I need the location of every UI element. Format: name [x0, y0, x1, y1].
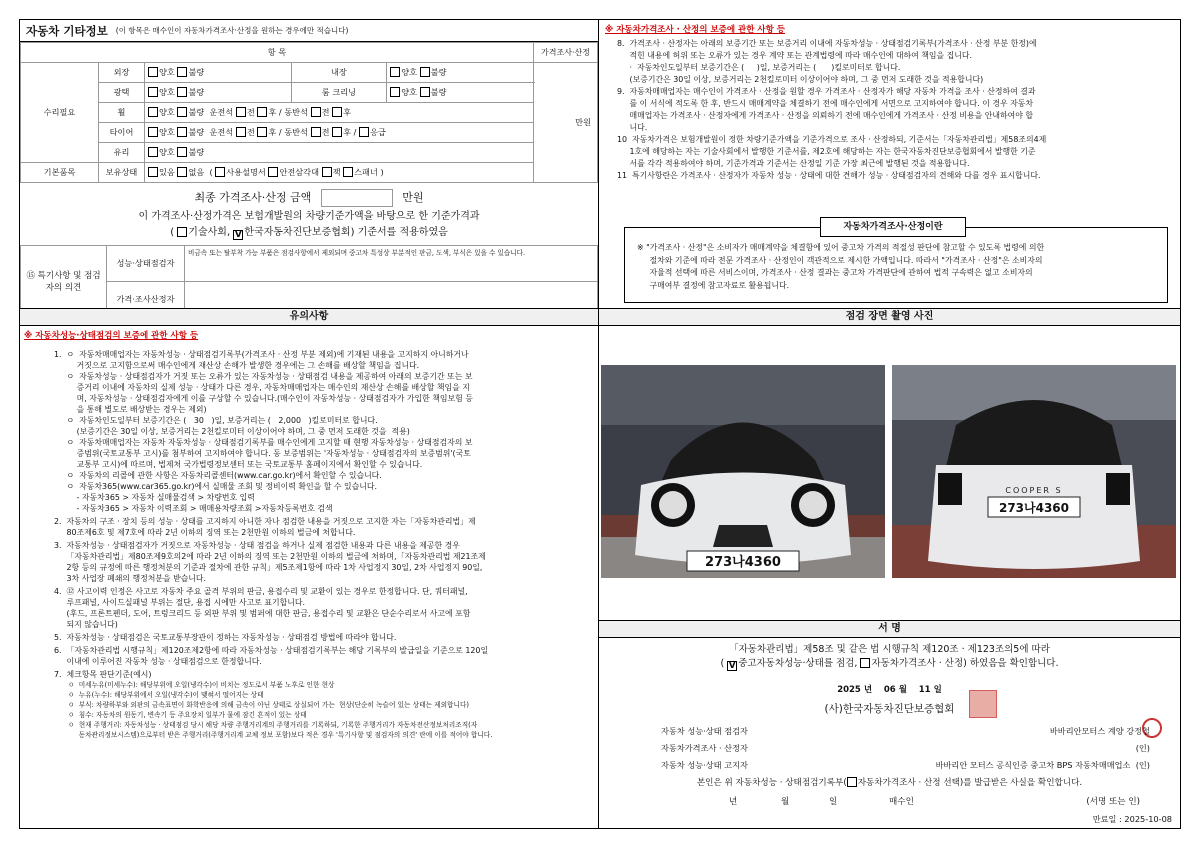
text-line: · 자동차인도일부터 보증기간은 ( )일, 보증거리는 ( )킬로미터로 합니다. [617, 63, 901, 72]
signers [661, 723, 1150, 774]
opt-label: 후 [343, 107, 352, 117]
text-line: (후드, 프론트펜더, 도어, 트렁크리드 등 외판 부위 및 범퍼에 대한 판금, 용접수리 및 교환은 단순수리로서 사고에 포함 [54, 609, 471, 618]
opt-label: 불량 [430, 87, 447, 97]
r1-value: 바바리안모터스 계양 강정철 [1049, 726, 1150, 736]
text-line: 증범위(국토교통부 고시)를 첨부하여 고지하여야 합니다. 동 보증범위는 '자동차성능 · 상태점검자의 보증범위'(국토 [54, 449, 471, 458]
price-notice-title: ※ 자동차가격조사 · 산정의 보증에 관한 사항 등 [605, 25, 786, 35]
manual-checkbox[interactable] [215, 167, 225, 177]
text-line: 매매업자는 가격조사 · 산정자에게 가격조사 · 산정을 의뢰하기 전에 매수인에게 가격조사 · 산정 비용을 안내하여야 합 [617, 111, 1033, 120]
price-definition-text [625, 228, 1167, 292]
front-car-image [601, 365, 885, 578]
r2-label: 자동차가격조사 · 산정자 [661, 743, 748, 753]
text-line: 2항 등의 규정에 따른 행정처분의 기준과 절차에 관한 규칙」제5조제1항에 따라 1차 사업정지 30일, 2차 사업정지 90일, [54, 563, 483, 572]
jack-checkbox[interactable] [322, 167, 332, 177]
opt-label: 전 [321, 107, 330, 117]
notice-paragraphs [24, 349, 594, 680]
text-line: 2. 자동차의 구조 · 장치 등의 성능 · 상태를 고지하지 아니한 자나 점검한 내용을 거짓으로 고지한 자는「자동차관리법」제 [54, 517, 476, 526]
basis-org2: 한국자동차진단보증협회 [244, 227, 351, 238]
confirm-checkbox[interactable] [847, 777, 857, 787]
interior-bad-checkbox[interactable] [420, 67, 430, 77]
text-line: ㅇ 자동차의 리콜에 관한 사항은 자동차리콜센터(www.car.go.kr)에서 확인할 수 있습니다. [54, 471, 382, 480]
sign-day: 11 [918, 685, 931, 695]
glass-bad-checkbox[interactable] [177, 147, 187, 157]
sign-opt2: 자동차가격조사 · 산정) 하였음을 확인합니다. [871, 658, 1059, 669]
opt-label: 후 [268, 127, 277, 137]
rear-car-image [892, 365, 1176, 578]
text-line: 며, 자동차성능 · 상태점검자에게 이를 구상할 수 있습니다.(매수인이 자동차성능 · 상태점검자가 가입한 책임보험 등 [54, 394, 473, 403]
basis-text: 이 가격조사·산정가격은 보험개발원의 차량기준가액을 바탕으로 한 기준가격과 ( 기술사회, V 한국자동차진단보증협회) 기준서를 적용하였음 [20, 209, 598, 241]
text-line: 3차 사업장 폐쇄의 행정처분을 받습니다. [54, 574, 207, 583]
basis-org1-checkbox[interactable] [177, 227, 187, 237]
text-line: ㅇ 자동차인도일부터 보증기간은 ( 30 )일, 보증거리는 ( 2,000 )킬로미터로 합니다. [54, 416, 378, 425]
buyer-sign: (서명 또는 인) [1086, 797, 1140, 807]
text-line: 8. 가격조사 · 산정자는 아래의 보증기간 또는 보증거리 이내에 자동차성능 · 상태점검기록부(가격조사 · 산정 부분 한정)에 [617, 39, 1037, 48]
possession-no-checkbox[interactable] [177, 167, 187, 177]
text-line: 증거리 이내에 자동차의 실제 성능 · 상태가 다른 경우, 자동차매매업자는 매수인의 재산상 손해를 배상할 책임을 지 [54, 383, 470, 392]
item-interior: 내장 [291, 63, 387, 83]
gloss-good-checkbox[interactable] [148, 87, 158, 97]
rear-badge: COOPER S [1005, 486, 1063, 495]
sign-year: 2025 [837, 685, 861, 695]
text-line: ㅇ 현재 주행거리: 자동차성능 · 상태점검 당시 해당 차량 주행거리계의 주행거리를 기록하되, 기록한 주행거리가 자동차전산정보처리조직(자 [68, 721, 478, 729]
photo-section-title: 점검 장면 촬영 사진 [599, 308, 1180, 326]
possession-yes-checkbox[interactable] [148, 167, 158, 177]
text-line: 11 특기사항란은 가격조사 · 산정자가 자동차 성능 · 상태에 대한 견해가 성능 · 상태점검자의 견해와 다를 경우 표시합니다. [617, 171, 1041, 180]
text-line: 4. ⑫ 사고이력 인정은 사고로 자동차 주요 골격 부위의 판금, 용접수리 및 교환이 있는 경우로 한정합니다. 단, 쿼터패널, [54, 587, 468, 596]
left-column [20, 20, 599, 828]
wheel-pass-rear-checkbox[interactable] [332, 107, 342, 117]
opt-label: 응급 [370, 127, 386, 137]
sign-month: 06 [883, 685, 896, 695]
opt-label: 후 [343, 127, 352, 137]
opt-label: 양호 [159, 87, 175, 97]
opt-label: 불량 [188, 147, 205, 157]
text-line: 1호에 해당하는 자는 기술사회에서 발행한 기준서를, 제2호에 해당하는 자는 한국자동차진단보증협회에서 발행한 기준 [617, 147, 1036, 156]
basis-line1: 이 가격조사·산정가격은 보험개발원의 차량기준가액을 바탕으로 한 기준가격과 [138, 211, 480, 222]
opt-label: 없음 [188, 167, 205, 177]
wheel-pass-front-checkbox[interactable] [311, 107, 321, 117]
tire-pass-front-checkbox[interactable] [311, 127, 321, 137]
basis-org1: 기술사회 [188, 227, 227, 238]
opt-label: 후 [268, 107, 277, 117]
text-line: ※ "가격조사 · 산정"은 소비자가 매매계약을 체결함에 있어 중고차 가격의 적절성 판단에 참고할 수 있도록 법령에 의한 [637, 243, 1045, 252]
other-info-header [20, 20, 598, 42]
opt-label: 운전석 [209, 107, 234, 117]
rear-photo [892, 365, 1176, 578]
item-wheel: 휠 [99, 103, 145, 123]
confirm-a: 본인은 위 자동차성능 · 상태점검기록부( [696, 778, 847, 788]
text-line: 니다. [617, 123, 648, 132]
text-line: ㅇ 누유(누수): 해당부위에서 오일(냉각수)이 맺혀서 떨어지는 상태 [68, 691, 264, 699]
item-gloss: 광택 [99, 83, 145, 103]
text-line: 「자동차관리법」제80조제9호의2에 따라 2년 이하의 징역 또는 2천만원 이하의 벌금에 처하며,「자동차관리법 제21조제 [54, 552, 486, 561]
opt-label: 양호 [159, 67, 175, 77]
special-label: ⑮ 특기사항 및 점검자의 의견 [21, 246, 107, 318]
text-line: ㅇ 자동차매매업자는 자동차 자동차성능 · 상태점검기록부를 매수인에게 고지할 때 현행 자동차성능 · 상태점검자의 보 [54, 438, 473, 447]
document-frame [19, 19, 1181, 829]
opt-label: 잭 [332, 167, 341, 177]
text-line: ㅇ 미세누유(미세누수): 해당부위에 오일(냉각수)이 비치는 정도로서 부품 노후로 인한 현상 [68, 681, 335, 689]
text-line: 이내에 이루어진 자동차 성능 · 상태점검으로 한정합니다. [54, 657, 262, 666]
text-line: 거짓으로 고지함으로써 매수인에게 재산상 손해가 발생한 경우에는 그 손해를 배상할 책임을 집니다. [54, 361, 420, 370]
other-info-note: (이 항목은 매수인이 자동차가격조사·산정을 원하는 경우에만 적습니다) [115, 26, 349, 35]
item-col-header: 항 목 [21, 43, 534, 63]
buyer-day: 일 [829, 797, 838, 807]
text-line: 을 통해 별도로 배상받는 경우는 제외) [54, 405, 207, 414]
price-inspector-label: 가격·조사산정자 [107, 282, 185, 318]
text-line: - 자동차365 > 자동차 이력조회 > 매매용차량조회 >자동차등록번호 검색 [54, 504, 333, 513]
opt-label: 불량 [188, 87, 205, 97]
opt-label: 양호 [159, 127, 175, 137]
opt-label: 있음 [159, 167, 175, 177]
text-line: (보증기간은 30일 이상, 보증거리는 2천킬로미터 이상이어야 하며, 그 중 먼저 도래한 것을 적용) [54, 427, 410, 436]
text-line: ㅇ 부식: 차량하부와 외판의 금속표면이 화학반응에 의해 금속이 아닌 상태로 상실되어 가는 현상(단순히 녹슬어 있는 상태는 제외합니다) [68, 701, 470, 709]
final-price-label: 최종 가격조사·산정 금액 [194, 191, 312, 204]
text-line: 1. ㅇ 자동차매매업자는 자동차성능 · 상태점검기록부(가격조사 · 산정 부분 제외)에 기재된 내용을 고지하지 아니하거나 [54, 350, 469, 359]
other-info-title: 자동차 기타정보 [26, 23, 108, 38]
notice-body [24, 329, 594, 740]
price-unit: 만원 [534, 63, 598, 183]
opt-label: 동반석 [284, 107, 308, 117]
text-line: 5. 자동차성능 · 상태점검은 국토교통부장관이 정하는 자동차성능 · 상태점검 방법에 따라야 합니다. [54, 633, 397, 642]
text-line: 10 자동차가격은 보험개발원이 정한 차량기준가액을 기준가격으로 조사 · 산정하되, 기준서는「자동차관리법」제58조의4제 [617, 135, 1047, 144]
price-col-header: 가격조사·산정 [534, 43, 598, 63]
notice-small-items [24, 680, 594, 740]
sign-opt2-checkbox[interactable] [860, 658, 870, 668]
text-line: 80조제6호 및 제7호에 따라 2년 이하의 징역 또는 2천만원 이하의 벌금에 처합니다. [54, 528, 356, 537]
sign-date [599, 683, 1180, 695]
text-line: 구매여부 결정에 참고자료로 활용됩니다. [637, 280, 790, 290]
text-line: ㅇ 침수: 자동차의 원동기, 변속기 등 주요장치 일부가 물에 잠긴 흔적이 있는 상태 [68, 711, 307, 719]
triangle-checkbox[interactable] [268, 167, 278, 177]
opt-label: 안전삼각대 [279, 167, 319, 177]
opt-label: 양호 [401, 67, 418, 77]
r1-label: 자동차 성능·상태 점검자 [661, 726, 748, 736]
r3-value: 바바리안 모터스 공식인증 중고차 BPS 자동차매매업소 [935, 760, 1131, 770]
r2-value: (인) [1135, 743, 1150, 753]
opt-label: 동반석 [284, 127, 308, 137]
text-line: 루프패널, 사이드실패널 부위는 절단, 용접 시에만 사고로 표기합니다. [54, 598, 306, 607]
perf-inspector-label: 성능·상태점검자 [107, 246, 185, 282]
right-column [599, 20, 1180, 828]
final-price-unit: 만원 [402, 191, 424, 204]
text-line: ㅇ 자동차365(www.car365.go.kr)에서 실매물 조회 및 정비이력 확인을 할 수 있습니다. [54, 482, 378, 491]
buyer-label: 매수인 [889, 797, 914, 807]
tire-driver-rear-checkbox[interactable] [257, 127, 267, 137]
wheel-good-checkbox[interactable] [148, 107, 158, 117]
opt-label: 전 [321, 127, 330, 137]
opt-label: 전 [246, 127, 255, 137]
basic-label: 기본품목 [21, 163, 99, 183]
confirm-b: 자동차가격조사 · 산정 선택)를 발급받은 사실을 확인합니다. [857, 778, 1083, 788]
text-line: 를 이 서식에 적도록 한 후, 반드시 매매계약을 체결하기 전에 매수인에게 서면으로 고지하여야 합니다. 이 경우 자동차 [617, 99, 1033, 108]
text-line: - 자동차365 > 자동차 실매물검색 > 차량번호 입력 [54, 493, 255, 502]
opt-label: 스패너 [354, 167, 378, 177]
opt-label: 불량 [188, 67, 205, 77]
notice-section-title: 유의사항 [20, 308, 598, 326]
tire-driver-front-checkbox[interactable] [236, 127, 246, 137]
buyer-confirm [599, 776, 1180, 788]
front-photo [601, 365, 885, 578]
rear-plate: 273나4360 [998, 501, 1070, 515]
final-price-block [20, 183, 598, 209]
item-room-clean: 룸 크리닝 [291, 83, 387, 103]
exterior-good-checkbox[interactable] [148, 67, 158, 77]
other-info-table: 항 목 가격조사·산정 수리필요 외장 양호 불량 내장 양호 불량 만원 광택 양호 불량 룸 크리닝 양호 불량 휠 양호 불량 운전석 전 후 / 동반석 전 후 타이어 양호 불량 운전석 전 후 / 동반석 전 후 / 응급 유리 양호 불량 기본품목 보유상태 있음 없음 ( 사용설명서 안전삼각대 잭 스패너 ) [20, 42, 598, 183]
sign-opt1: 중고자동차성능·상태를 점검, [738, 658, 858, 669]
wheel-driver-front-checkbox[interactable] [236, 107, 246, 117]
tire-pass-rear-checkbox[interactable] [332, 127, 342, 137]
text-line: 절차와 기준에 따라 전문 가격조사 · 산정인이 객관적으로 제시한 가액입니다. 따라서 "가격조사 · 산정"은 소비자의 [637, 255, 1043, 265]
opt-label: 사용설명서 [226, 167, 266, 177]
wheel-driver-rear-checkbox[interactable] [257, 107, 267, 117]
text-line: (보증기간은 30일 이상, 보증거리는 2천킬로미터 이상이어야 하며, 그 중 먼저 도래한 것을 적용합니다) [617, 75, 984, 84]
date-unit: 년 [863, 685, 873, 695]
item-glass: 유리 [99, 143, 145, 163]
room-bad-checkbox[interactable] [420, 87, 430, 97]
buyer-month: 월 [781, 797, 790, 807]
tire-good-checkbox[interactable] [148, 127, 158, 137]
gloss-bad-checkbox[interactable] [177, 87, 187, 97]
tire-bad-checkbox[interactable] [177, 127, 187, 137]
basis-org2-checkbox[interactable]: V [234, 230, 242, 240]
buyer-year: 년 [729, 797, 738, 807]
repair-label: 수리필요 [21, 63, 99, 163]
buyer-sign-row [729, 795, 1140, 807]
opt-label: 운전석 [209, 127, 234, 137]
price-definition-box [624, 222, 1168, 303]
r3-in: (인) [1135, 760, 1150, 770]
price-notice [599, 20, 1180, 182]
final-price-input[interactable] [321, 189, 393, 207]
glass-good-checkbox[interactable] [148, 147, 158, 157]
opt-label: 양호 [401, 87, 418, 97]
text-line: 적힌 내용에 허위 또는 오류가 있는 경우 계약 또는 관계법령에 따라 매수인에 대하여 책임을 집니다. [617, 51, 973, 60]
text-line: 3. 자동차성능 · 상태점검자가 거짓으로 자동차성능 · 상태 점검을 하거나 실제 점검한 내용과 다른 내용을 제공한 경우 [54, 541, 460, 550]
text-line: 6. 「자동차관리법 시행규칙」제120조제2항에 따라 자동차성능 · 상태점검기록부는 해당 기록부의 발급일을 기준으로 120일 [54, 646, 489, 655]
assoc-seal-icon [969, 690, 997, 718]
sign-line1: 「자동차관리법」제58조 및 같은 법 시행규칙 제120조 · 제123조의5에 따라 [729, 644, 1050, 655]
text-line: 동차관리정보시스템)으로부터 받은 주행거리(주행거리계 교체 정보 포함)보다 적은 경우 '특기사항 및 점검자의 의견' 란에 이를 적어야 합니다. [68, 731, 493, 739]
room-good-checkbox[interactable] [390, 87, 400, 97]
sign-section-title: 서 명 [599, 620, 1180, 638]
price-notice-paragraphs [605, 38, 1174, 182]
item-exterior: 외장 [99, 63, 145, 83]
basis-tail: 기준서를 적용하였음 [357, 227, 448, 238]
item-possession: 보유상태 [99, 163, 145, 183]
opt-label: 양호 [159, 147, 175, 157]
assoc-name: (사)한국자동차진단보증협회 [824, 703, 955, 715]
notice-red-title: ※ 자동차성능·상태점검의 보증에 관한 사항 등 [24, 331, 199, 341]
front-plate: 273나4360 [705, 555, 781, 570]
tire-emergency-checkbox[interactable] [359, 127, 369, 137]
price-definition-title: 자동차가격조사·산정이란 [820, 217, 966, 237]
spanner-checkbox[interactable] [343, 167, 353, 177]
expiry-date: 만료일 : 2025-10-08 [1092, 814, 1172, 824]
date-unit: 월 [898, 685, 907, 695]
sign-statement: 「자동차관리법」제58조 및 같은 법 시행규칙 제120조 · 제123조의5에 따라 ( V 중고자동차성능·상태를 점검, 자동차가격조사 · 산정) 하였음을 확인합니다. [599, 643, 1180, 671]
text-line: 교통부 고시)에 따르며, 법제처 국가법령정보센터 또는 국토교통부 홈페이지에서 확인할 수 있습니다. [54, 460, 423, 469]
sign-opt1-checkbox[interactable]: V [728, 661, 736, 671]
opt-label: 불량 [430, 67, 447, 77]
text-line: 9. 자동차매매업자는 매수인이 가격조사 · 산정을 원할 경우 가격조사 · 산정자가 해당 자동차 가격을 조사 · 산정하여 결과 [617, 87, 1036, 96]
opt-label: 불량 [188, 107, 205, 117]
interior-good-checkbox[interactable] [390, 67, 400, 77]
text-line: 되지 않습니다) [54, 620, 118, 629]
text-line: 7. 체크항목 판단기준(예시) [54, 670, 152, 679]
text-line: ㅇ 자동차성능 · 상태점검자가 거짓 또는 오류가 있는 자동차성능 · 상태점검 내용을 제공하여 아래의 보증기간 또는 보 [54, 372, 473, 381]
exterior-bad-checkbox[interactable] [177, 67, 187, 77]
perf-inspector-text: 비금속 또는 탈부착 가능 부품은 점검사항에서 제외되며 중고차 특성상 부분적인 판금, 도색, 부식은 있을 수 있습니다. [185, 246, 598, 282]
item-tire: 타이어 [99, 123, 145, 143]
date-unit: 일 [933, 685, 942, 695]
opt-label: 전 [246, 107, 255, 117]
wheel-bad-checkbox[interactable] [177, 107, 187, 117]
r3-label: 자동차 성능·상태 고지자 [661, 760, 748, 770]
text-line: 서를 각각 적용하여야 하며, 기준가격과 기준서는 산정일 기준 가장 최근에 발행된 것을 적용합니다. [617, 159, 970, 168]
opt-label: 불량 [188, 127, 205, 137]
text-line: 자율적 선택에 따른 서비스이며, 가격조사 · 산정 결과는 중고차 가격판단에 관하여 법적 구속력은 없고 소비자의 [637, 268, 1033, 277]
opt-label: 양호 [159, 107, 175, 117]
